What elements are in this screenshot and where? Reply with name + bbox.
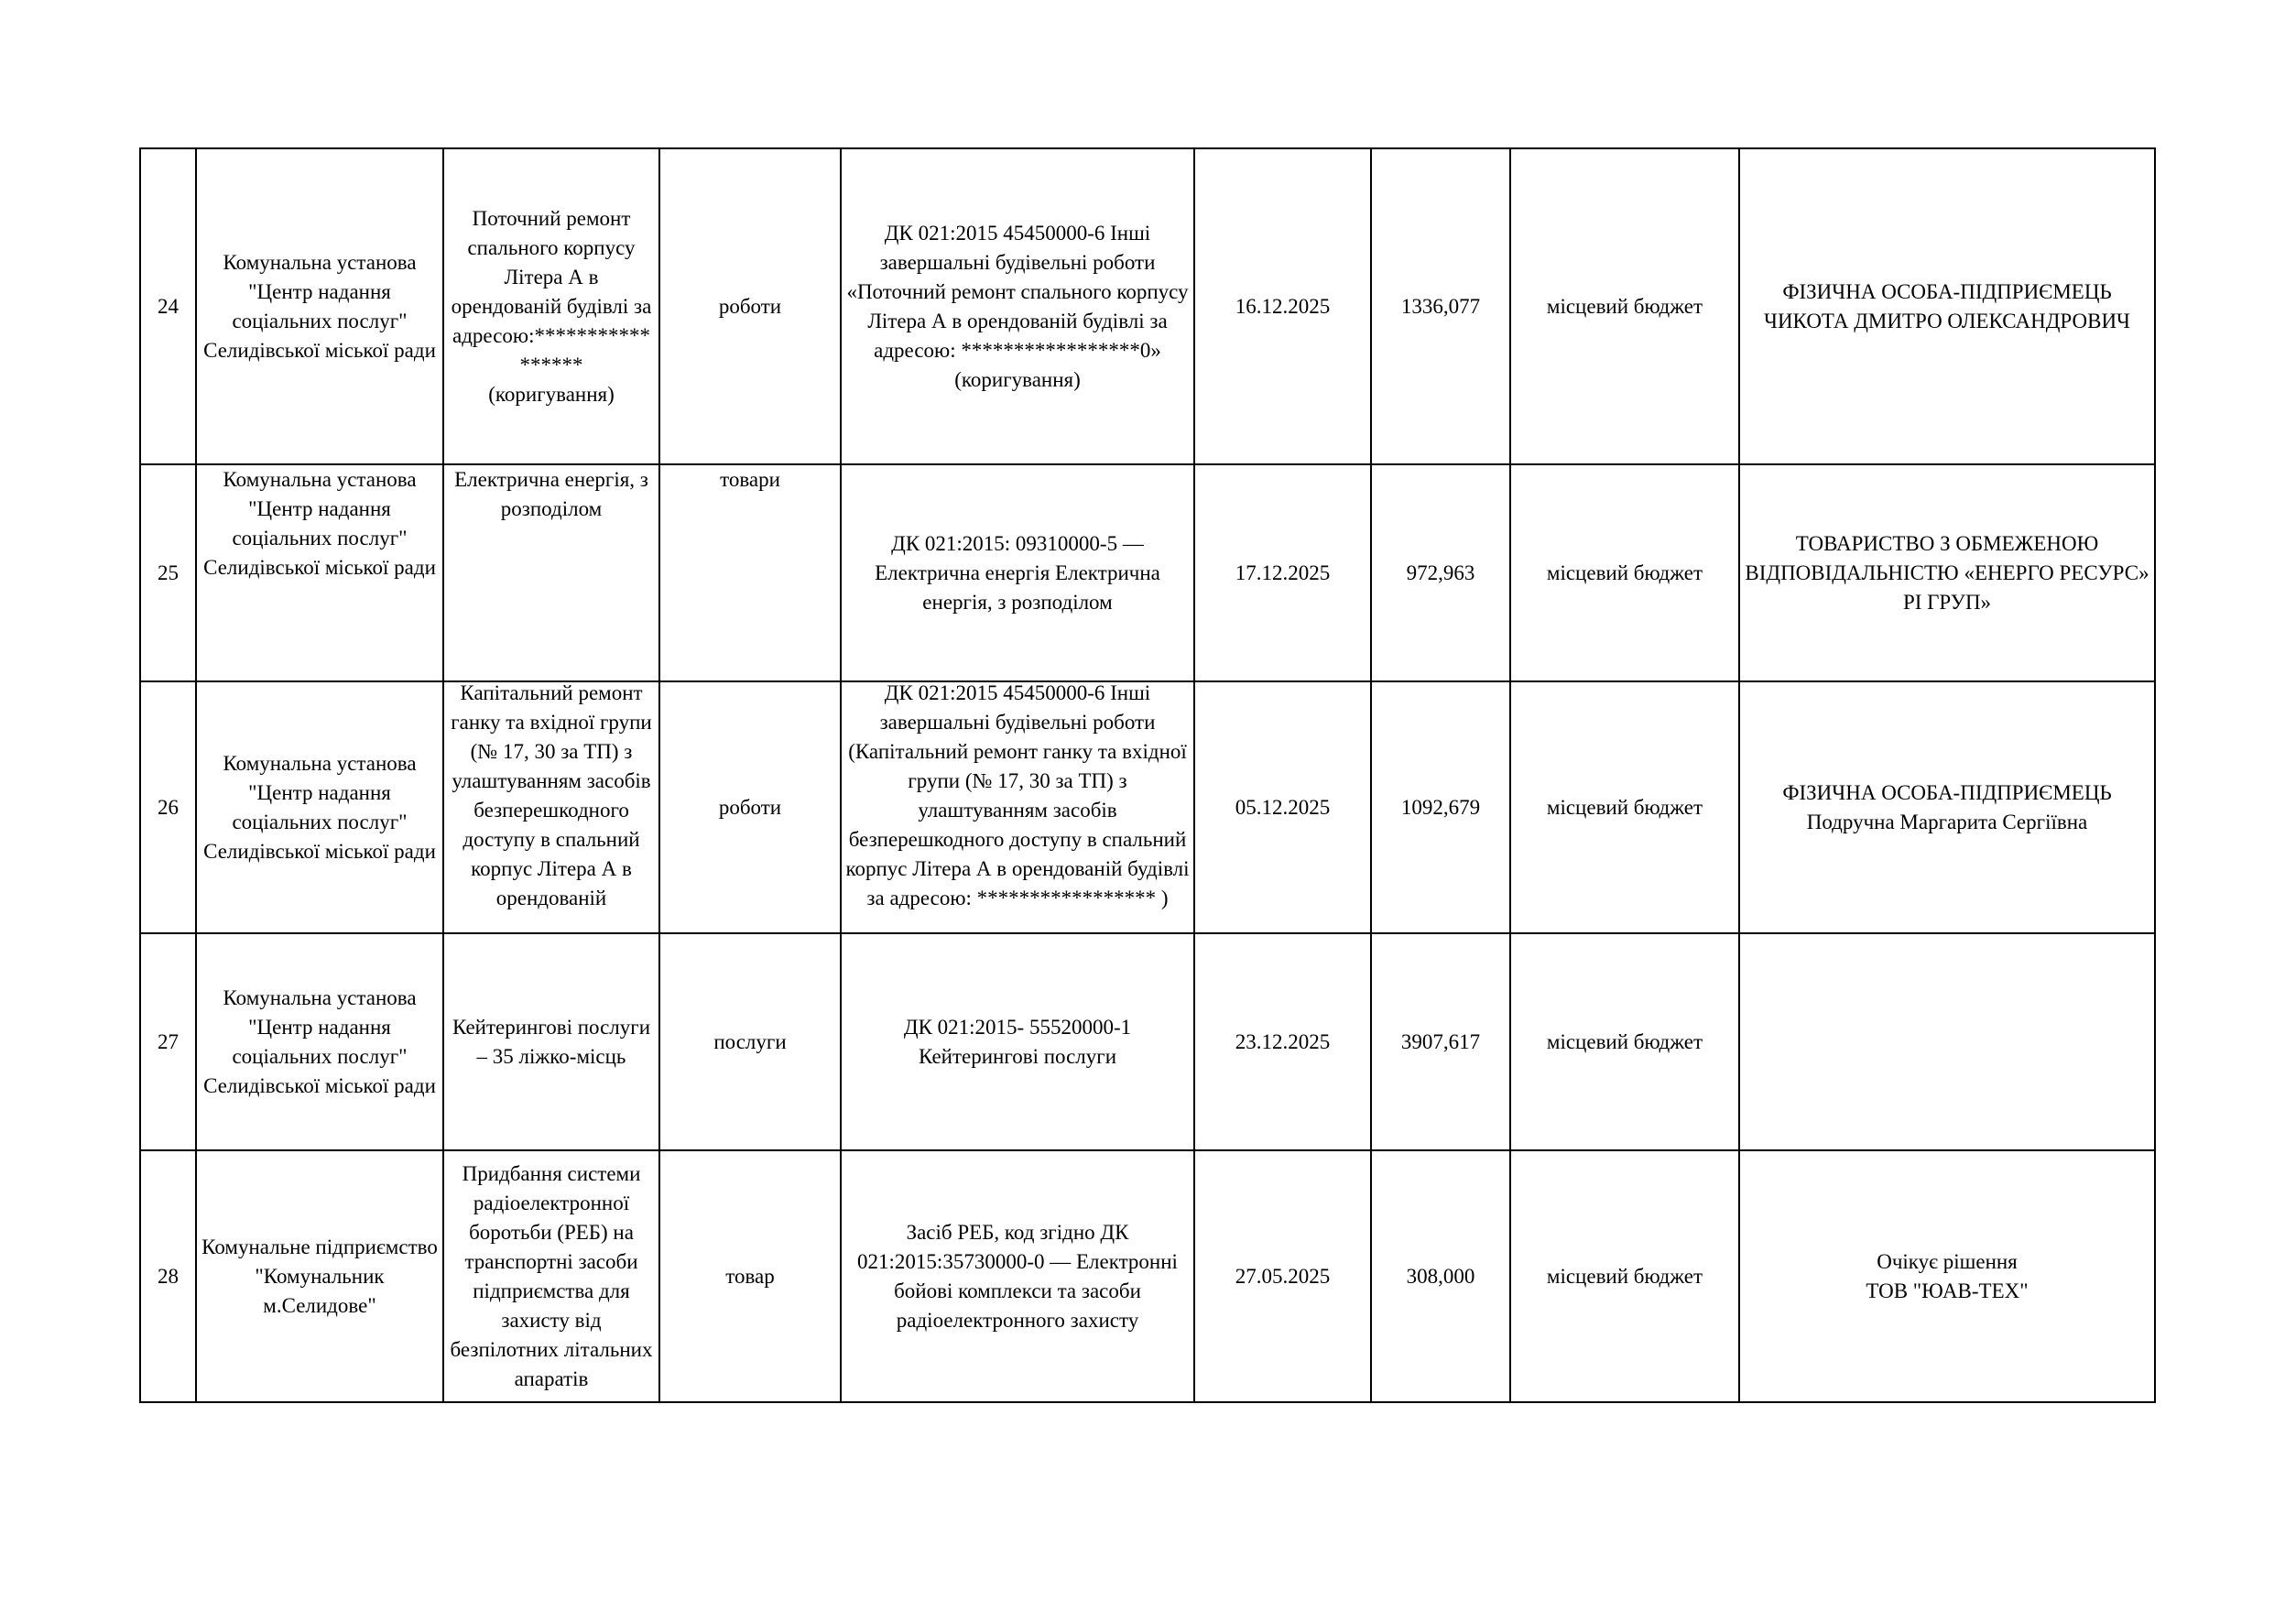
classifier-code-cell: ДК 021:2015 45450000-6 Інші завершальні будівельні роботи «Поточний ремонт спального корпусу Літера А в орендованій будівлі за адресою: *****************0» (коригування) xyxy=(841,148,1194,464)
document-page xyxy=(139,147,2154,1403)
funding-source-cell: місцевий бюджет xyxy=(1510,148,1739,464)
amount-cell: 1092,679 xyxy=(1371,681,1510,933)
procurement-type-cell: роботи xyxy=(659,681,841,933)
table-row xyxy=(140,1150,2155,1402)
row-number: 26 xyxy=(140,681,196,933)
winner-person: ТОВ "ЮАВ-ТЕХ" xyxy=(1866,1279,2029,1302)
procurement-table xyxy=(139,147,2156,1403)
winner-name: ФІЗИЧНА ОСОБА-ПІДПРИЄМЕЦЬ xyxy=(1782,780,2112,804)
customer-cell: Комунальна установа "Центр надання соціальних послуг" Селидівської міської ради xyxy=(196,464,443,681)
classifier-text-clipped: ДК 021:2015 45450000-6 Інші завершальні будівельні роботи (Капітальний ремонт ганку та вхідної групи (№ 17, 30 за ТП) з улаштуванням засобів безперешкодного доступу в спальний корпус Літера А в орендованій будівлі за адресою: ***************** ) xyxy=(845,681,1190,909)
row-number: 27 xyxy=(140,933,196,1150)
procurement-type-cell: послуги xyxy=(659,933,841,1150)
table-row xyxy=(140,933,2155,1150)
winner-status: Очікує рішення xyxy=(1877,1249,2018,1273)
table-row xyxy=(140,681,2155,933)
amount-cell: 972,963 xyxy=(1371,464,1510,681)
procurement-type-cell: товари xyxy=(659,464,841,681)
winner-person: Подручна Маргарита Сергіївна xyxy=(1806,810,2088,833)
winner-cell: ТОВАРИСТВО З ОБМЕЖЕНОЮ ВІДПОВІДАЛЬНІСТЮ «ЕНЕРГО РЕСУРС» РІ ГРУП» xyxy=(1739,464,2155,681)
row-number: 24 xyxy=(140,148,196,464)
winner-cell xyxy=(1739,1150,2155,1402)
customer-cell: Комунальна установа "Центр надання соціальних послуг" Селидівської міської ради xyxy=(196,148,443,464)
procurement-type-cell: роботи xyxy=(659,148,841,464)
table-row xyxy=(140,464,2155,681)
table-row xyxy=(140,148,2155,464)
procurement-type-cell: товар xyxy=(659,1150,841,1402)
funding-source-cell: місцевий бюджет xyxy=(1510,464,1739,681)
customer-cell: Комунальне підприємство "Комунальник м.Селидове" xyxy=(196,1150,443,1402)
date-cell: 16.12.2025 xyxy=(1194,148,1371,464)
date-cell: 27.05.2025 xyxy=(1194,1150,1371,1402)
row-number: 28 xyxy=(140,1150,196,1402)
subject-cell: Електрична енергія, з розподілом xyxy=(443,464,659,681)
date-cell: 17.12.2025 xyxy=(1194,464,1371,681)
row-number: 25 xyxy=(140,464,196,681)
customer-cell: Комунальна установа "Центр надання соціальних послуг" Селидівської міської ради xyxy=(196,681,443,933)
winner-cell xyxy=(1739,933,2155,1150)
subject-cell: Поточний ремонт спального корпусу Літера А в орендованій будівлі за адресою:***************** (коригування) xyxy=(443,148,659,464)
classifier-code-cell: ДК 021:2015: 09310000-5 — Електрична енергія Електрична енергія, з розподілом xyxy=(841,464,1194,681)
date-cell: 05.12.2025 xyxy=(1194,681,1371,933)
funding-source-cell: місцевий бюджет xyxy=(1510,681,1739,933)
funding-source-cell: місцевий бюджет xyxy=(1510,1150,1739,1402)
subject-cell xyxy=(443,681,659,933)
customer-cell: Комунальна установа "Центр надання соціальних послуг" Селидівської міської ради xyxy=(196,933,443,1150)
subject-cell: Кейтерингові послуги – 35 ліжко-місць xyxy=(443,933,659,1150)
winner-cell xyxy=(1739,681,2155,933)
classifier-code-cell xyxy=(841,681,1194,933)
amount-cell: 3907,617 xyxy=(1371,933,1510,1150)
funding-source-cell: місцевий бюджет xyxy=(1510,933,1739,1150)
classifier-code-cell: Засіб РЕБ, код згідно ДК 021:2015:35730000-0 — Електронні бойові комплекси та засоби радіоелектронного захисту xyxy=(841,1150,1194,1402)
winner-cell: ФІЗИЧНА ОСОБА-ПІДПРИЄМЕЦЬ ЧИКОТА ДМИТРО ОЛЕКСАНДРОВИЧ xyxy=(1739,148,2155,464)
amount-cell: 308,000 xyxy=(1371,1150,1510,1402)
subject-cell: Придбання системи радіоелектронної боротьби (РЕБ) на транспортні засоби підприємства для захисту від безпілотних літальних апаратів xyxy=(443,1150,659,1402)
date-cell: 23.12.2025 xyxy=(1194,933,1371,1150)
amount-cell: 1336,077 xyxy=(1371,148,1510,464)
classifier-code-cell: ДК 021:2015- 55520000-1 Кейтерингові послуги xyxy=(841,933,1194,1150)
subject-text-clipped: Капітальний ремонт ганку та вхідної групи (№ 17, 30 за ТП) з улаштуванням засобів безперешкодного доступу в спальний корпус Літера А в орендованій xyxy=(451,681,652,909)
